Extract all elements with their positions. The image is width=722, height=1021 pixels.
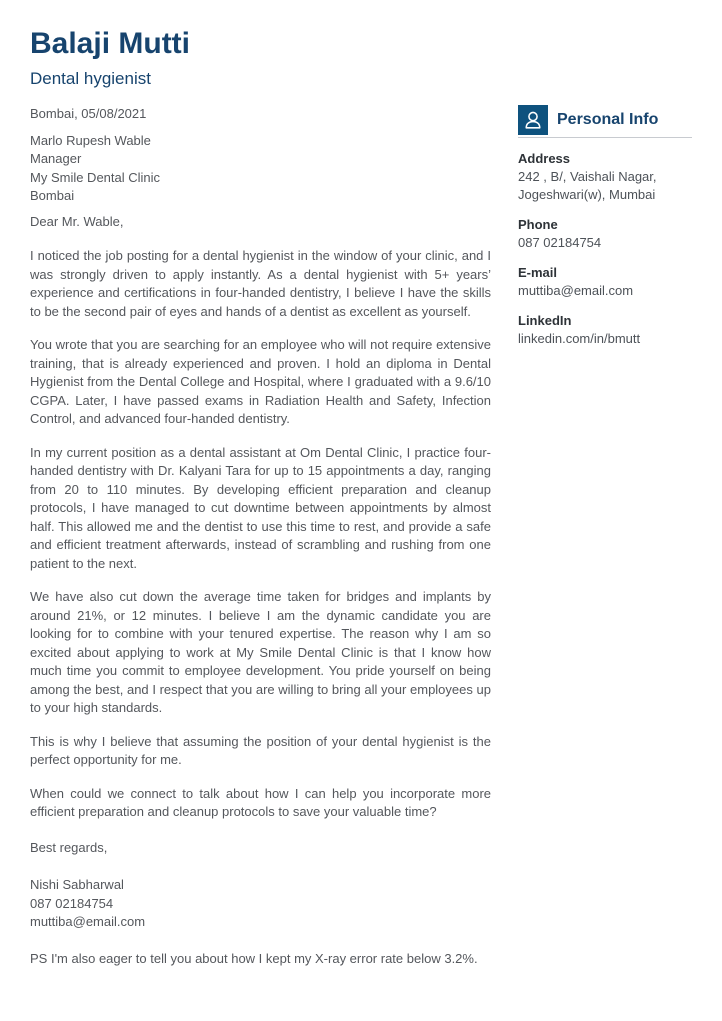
section-label: E-mail bbox=[518, 265, 558, 280]
recipient-role: Manager bbox=[30, 151, 82, 166]
sidebar-header bbox=[518, 105, 692, 138]
signature-block bbox=[30, 876, 491, 932]
sidebar-section-address bbox=[518, 150, 692, 204]
email-value: muttiba@email.com bbox=[518, 283, 634, 298]
recipient-company: My Smile Dental Clinic bbox=[30, 169, 161, 185]
recipient-block bbox=[30, 132, 491, 206]
sidebar-section-phone bbox=[518, 216, 692, 252]
phone-value: 087 02184754 bbox=[518, 235, 602, 250]
postscript: PS I'm also eager to tell you about how I kept my X-ray error rate below 3.2%. bbox=[30, 950, 478, 966]
section-label: LinkedIn bbox=[518, 313, 572, 328]
recipient-name: Marlo Rupesh Wable bbox=[30, 132, 151, 148]
date-line: Bombai, 05/08/2021 bbox=[30, 106, 147, 121]
closing: Best regards, bbox=[30, 839, 108, 855]
linkedin-value: linkedin.com/in/bmutt bbox=[518, 331, 641, 346]
signature-name: Nishi Sabharwal bbox=[30, 877, 124, 892]
person-icon bbox=[518, 105, 548, 135]
letter-paragraph: I noticed the job posting for a dental hygienist in the window of your clinic, and I was strongly driven to apply instantly. As a dental hygienist with 5+ years’ experience and certifications in four-handed dentistry, I believe I have the skills to be the second pair of eyes and hands of a dentist as excellent as yourself. bbox=[30, 248, 491, 319]
letter-paragraph: This is why I believe that assuming the position of your dental hygienist is the perfect opportunity for me. bbox=[30, 733, 491, 767]
signature-phone: 087 02184754 bbox=[30, 895, 114, 911]
section-label: Address bbox=[518, 151, 571, 166]
letter-paragraph: You wrote that you are searching for an employee who will not require extensive training, that is already experienced and proven. I hold an diploma in Dental Hygienist from the Dental College and Hospital, where I graduated with a 9.6/10 CGPA. Later, I have passed exams in Radiation Health and Safety, Infection Control, and advanced four-handed dentistry. bbox=[30, 337, 491, 426]
sidebar-section-linkedin bbox=[518, 312, 692, 348]
signature-email: muttiba@email.com bbox=[30, 914, 146, 929]
recipient-city: Bombai bbox=[30, 188, 75, 203]
section-label: Phone bbox=[518, 217, 558, 232]
letter-body bbox=[30, 105, 491, 968]
letter-paragraph: We have also cut down the average time taken for bridges and implants by around 21%, or 12 minutes. I believe I am the dynamic candidate you are looking for to combine with your tenured expertise. The reason why I am so excited about applying to work at My Smile Dental Clinic is that I know how much time you commit to employee development. You pride yourself on being among the best, and I respect that you are willing to bring all your employees up to your high standards. bbox=[30, 589, 491, 715]
address-line: Jogeshwari(w), Mumbai bbox=[518, 187, 656, 202]
sidebar-title: Personal Info bbox=[557, 111, 659, 128]
candidate-name: Balaji Mutti bbox=[30, 27, 191, 60]
sidebar-section-email bbox=[518, 264, 692, 300]
address-line: 242 , B/, Vaishali Nagar, bbox=[518, 169, 657, 184]
personal-info-sidebar bbox=[518, 105, 692, 348]
main-content bbox=[30, 105, 692, 968]
letter-paragraph: When could we connect to talk about how I can help you incorporate more efficient preparation and cleanup protocols to save your valuable time? bbox=[30, 785, 491, 819]
letter-paragraph: In my current position as a dental assistant at Om Dental Clinic, I practice four-handed dentistry with Dr. Kalyani Tara for up to 15 appointments a day, ranging from 20 to 110 minutes. By developing efficient preparation and cleanup protocols, I have managed to cut downtime between appointments by almost half. This allowed me and the dentist to use this time to rest, and provide a safe and efficient treatment afterwards, instead of scrambling and rushing from one patient to the next. bbox=[30, 444, 491, 571]
candidate-job-title: Dental hygienist bbox=[30, 69, 151, 88]
salutation: Dear Mr. Wable, bbox=[30, 213, 124, 229]
